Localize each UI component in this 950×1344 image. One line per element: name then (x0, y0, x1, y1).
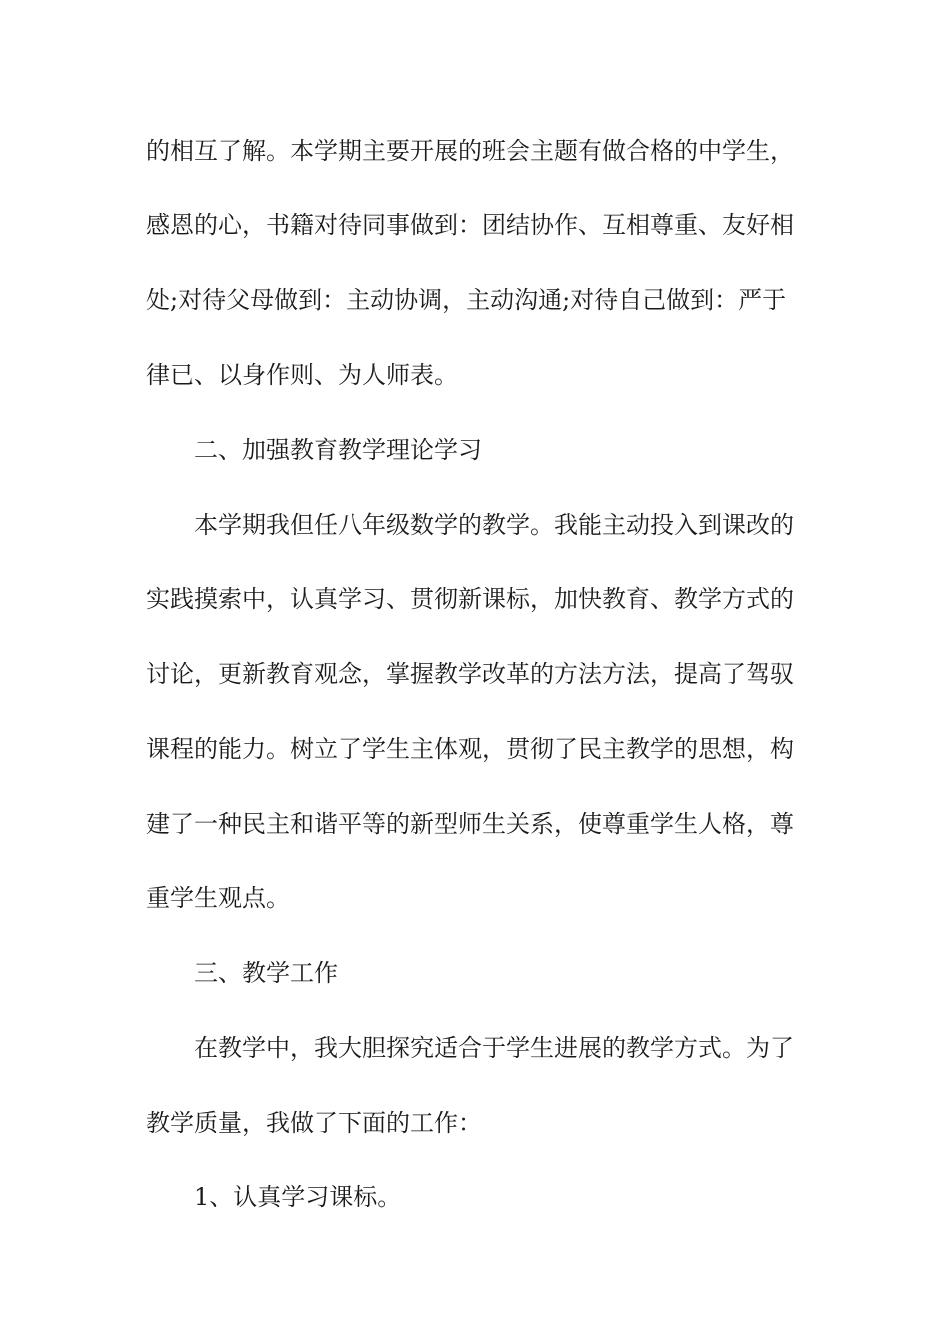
paragraph-line: 课程的能力。树立了学生主体观，贯彻了民主教学的思想，构 (146, 735, 794, 763)
list-item: 1、认真学习课标。 (194, 1183, 402, 1211)
paragraph-line: 的相互了解。本学期主要开展的班会主题有做合格的中学生， (146, 137, 794, 165)
section-heading: 三、教学工作 (194, 959, 338, 987)
paragraph-line: 讨论，更新教育观念，掌握教学改革的方法方法，提高了驾驭 (146, 660, 794, 688)
paragraph-line: 实践摸索中，认真学习、贯彻新课标，加快教育、教学方式的 (146, 585, 794, 613)
paragraph-line: 重学生观点。 (146, 884, 290, 912)
paragraph-line: 本学期我但任八年级数学的教学。我能主动投入到课改的 (194, 511, 794, 539)
paragraph-line: 在教学中，我大胆探究适合于学生进展的教学方式。为了 (194, 1034, 794, 1062)
paragraph-line: 教学质量，我做了下面的工作： (146, 1109, 482, 1137)
section-heading: 二、加强教育教学理论学习 (194, 436, 482, 464)
paragraph-line: 建了一种民主和谐平等的新型师生关系，使尊重学生人格，尊 (146, 810, 794, 838)
paragraph-line: 律已、以身作则、为人师表。 (146, 361, 458, 389)
paragraph-line: 感恩的心，书籍对待同事做到：团结协作、互相尊重、友好相 (146, 211, 794, 239)
paragraph-line: 处;对待父母做到：主动协调，主动沟通;对待自己做到：严于 (146, 286, 787, 314)
